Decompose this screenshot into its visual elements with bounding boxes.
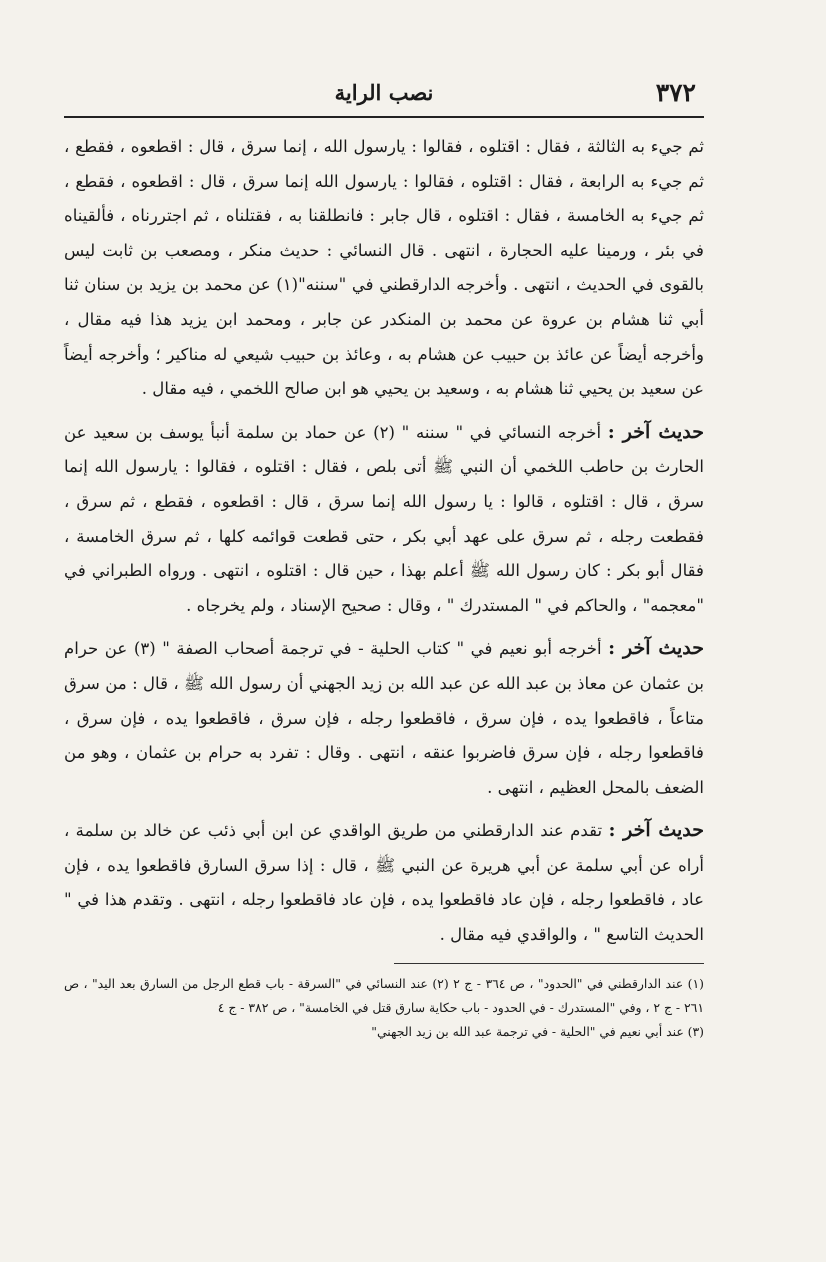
hadith-heading: حديث آخر : (608, 637, 704, 660)
paragraph-continuation (64, 130, 704, 407)
footnote-divider (394, 963, 704, 964)
paragraph-text: أخرجه النسائي في " سننه " (٢) عن حماد بن سلمة أنبأ يوسف بن سعيد عن الحارث بن حاطب اللخمي أن النبي ﷺ أتى بلص ، فقال : اقتلوه ، فقالوا : يارسول الله إنما سرق ، قال : اقتلوه ، قالوا : يا رسول الله إنما سرق ، قال : اقطعوه ، فقطع ، ثم سرق ، فقطعت رجله ، ثم سرق على عهد أبي بكر ، حتى قطعت قوائمه كلها ، ثم سرق الخامسة ، فقال أبو بكر : كان رسول الله ﷺ أعلم بهذا ، حين قال : اقتلوه ، انتهى . ورواه الطبراني في "معجمه" ، والحاكم في " المستدرك " ، وقال : صحيح الإسناد ، ولم يخرجاه . (64, 422, 704, 615)
footnotes (64, 972, 704, 1044)
paragraph-hadith-2 (64, 415, 704, 624)
hadith-heading: حديث آخر : (607, 420, 704, 443)
paragraph-text: أخرجه أبو نعيم في " كتاب الحلية - في ترجمة أصحاب الصفة " (٣) عن حرام بن عثمان عن معاذ بن عبد الله عن عبد الله بن زيد الجهني أن رسول الله ﷺ ، قال : من سرق متاعاً ، فاقطعوا يده ، فإن سرق ، فاقطعوا رجله ، فإن سرق ، فاقطعوا يده ، فإن سرق ، فاقطعوا رجله ، فإن سرق فاضربوا عنقه ، انتهى . وقال : تفرد به حرام بن عثمان ، وهو من الضعف بالمحل العظيم ، انتهى . (64, 639, 704, 797)
page-number: ٣٧٢ (655, 78, 696, 107)
book-page (64, 78, 704, 1044)
paragraph-hadith-4 (64, 813, 704, 952)
hadith-heading: حديث آخر : (608, 819, 704, 842)
main-text (64, 130, 704, 953)
running-title: نصب الراية (334, 80, 434, 105)
page-header (64, 78, 704, 118)
paragraph-hadith-3 (64, 631, 704, 805)
footnote: (٣) عند أبي نعيم في "الحلية - في ترجمة عبد الله بن زيد الجهني" (371, 1023, 704, 1039)
paragraph-text: ثم جيء به الثالثة ، فقال : اقتلوه ، فقالوا : يارسول الله ، إنما سرق ، قال : اقطعوه ، فقطع ، ثم جيء به الرابعة ، فقال : اقتلوه ، فقالوا : يارسول الله إنما سرق ، قال : اقطعوه ، فقطع ، ثم جيء به الخامسة ، فقال : اقتلوه ، قال جابر : فانطلقنا به ، فقتلناه ، ثم اجتررناه ، فألقيناه في بئر ، ورمينا عليه الحجارة ، انتهى . قال النسائي : حديث منكر ، ومصعب بن ثابت ليس بالقوى في الحديث ، انتهى . وأخرجه الدارقطني في "سننه"(١) عن محمد بن يزيد بن سنان ثنا أبي ثنا هشام بن عروة عن محمد بن المنكدر عن جابر ، ومحمد ابن يزيد هذا فيه مقال ، وأخرجه أيضاً عن عائذ بن حبيب عن هشام به ، وعائذ بن حبيب شيعي له مناكير ؛ وأخرجه أيضاً عن سعيد بن يحيي ثنا هشام به ، وسعيد بن يحيي هو ابن صالح اللخمي ، فيه مقال . (64, 137, 705, 399)
footnote: (١) عند الدارقطني في "الحدود" ، ص ٣٦٤ - ج ٢ (٢) عند النسائي في "السرقة - باب قطع الرجل من السارق بعد اليد" ، ص ٢٦١ - ج ٢ ، وفي "المستدرك - في الحدود - باب حكاية سارق قتل في الخامسة" ، ص ٣٨٢ - ج ٤ (64, 975, 704, 1015)
paragraph-text: تقدم عند الدارقطني من طريق الواقدي عن ابن أبي ذئب عن خالد بن سلمة ، أراه عن أبي سلمة عن أبي هريرة عن النبي ﷺ ، قال : إذا سرق السارق فاقطعوا يده ، فإن عاد ، فاقطعوا رجله ، فإن عاد فاقطعوا يده ، فإن عاد فاقطعوا رجله ، انتهى . وتقدم هذا في " الحديث التاسع " ، والواقدي فيه مقال . (64, 821, 704, 945)
